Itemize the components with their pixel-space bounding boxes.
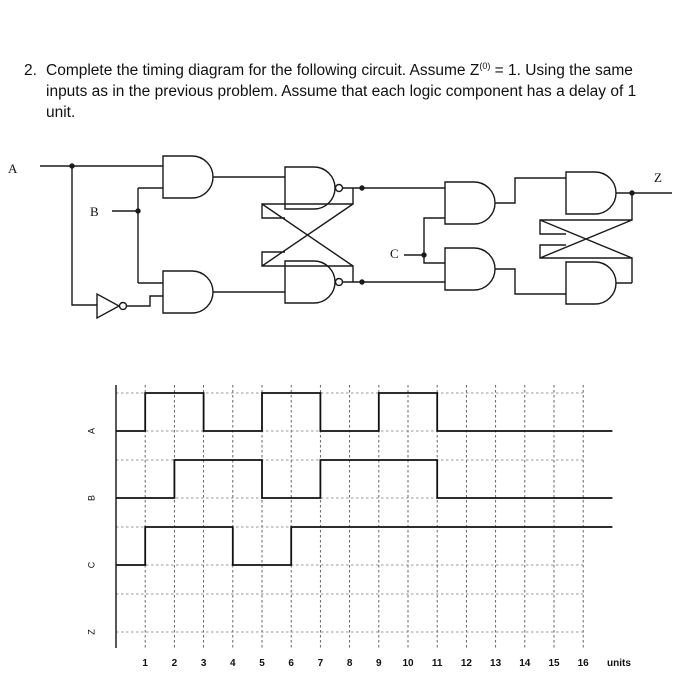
tick-label-13: 13 [490, 658, 502, 669]
signal-labels [86, 428, 96, 635]
junction-z [630, 191, 634, 195]
feedback-latch-1 [262, 188, 362, 282]
units-label: units [607, 658, 631, 669]
tick-label-2: 2 [171, 658, 178, 669]
tick-label-15: 15 [548, 658, 560, 669]
tick-label-7: 7 [317, 658, 324, 669]
and-gate-1 [163, 156, 213, 198]
and-gate-6 [445, 248, 495, 290]
signal-label-b: B [86, 494, 97, 502]
tick-label-6: 6 [288, 658, 294, 669]
output-label-z: Z [654, 170, 662, 185]
wire-not-out [127, 296, 163, 306]
not-gate [97, 294, 119, 318]
problem-number: 2. [24, 62, 37, 79]
problem-text-part-2: = 1. Using the same inputs as in the previous problem. Assume that each logic component has a delay of 1 unit. [46, 62, 637, 121]
junction-c [422, 253, 426, 257]
nand-gate-3-bubble [336, 185, 343, 192]
not-gate-bubble [120, 303, 127, 310]
waveform-a [116, 393, 612, 431]
junction-a [70, 164, 74, 168]
waveform-c [116, 527, 612, 565]
and-gate-7 [566, 172, 616, 214]
waveform-b [116, 460, 612, 498]
and-gate-2 [163, 271, 213, 313]
wire-g5-out [495, 178, 566, 203]
tick-label-3: 3 [200, 658, 207, 669]
tick-label-10: 10 [402, 658, 414, 669]
nand-gate-4 [285, 261, 335, 303]
timing-diagram [86, 385, 631, 669]
signal-label-z: Z [86, 629, 97, 635]
input-label-b: B [90, 204, 99, 219]
tick-label-12: 12 [460, 658, 472, 669]
input-label-c: C [390, 246, 399, 261]
and-gate-5 [445, 182, 495, 224]
tick-label-1: 1 [142, 658, 148, 669]
signal-label-a: A [86, 427, 97, 435]
and-gate-8 [566, 262, 616, 304]
tick-label-11: 11 [431, 658, 443, 669]
wire-latch1-out [362, 188, 445, 282]
timing-grid [116, 385, 583, 648]
wire-b [112, 188, 163, 283]
feedback-latch-2 [540, 193, 672, 283]
signal-label-c: C [86, 561, 97, 569]
tick-label-14: 14 [519, 658, 531, 669]
input-label-a: A [8, 161, 18, 176]
nand-gate-4-bubble [336, 279, 343, 286]
problem-superscript: (0) [479, 60, 491, 71]
tick-label-4: 4 [230, 658, 236, 669]
tick-label-16: 16 [577, 658, 589, 669]
tick-label-8: 8 [346, 658, 353, 669]
wire-g6-out [495, 269, 566, 294]
wire-a [40, 166, 163, 305]
tick-labels [142, 658, 589, 669]
signal-waveforms [116, 393, 612, 565]
tick-label-5: 5 [259, 658, 265, 669]
tick-label-9: 9 [376, 658, 382, 669]
nand-gate-3 [285, 167, 335, 209]
junction-b [136, 209, 140, 213]
problem-text-part-1: Complete the timing diagram for the following circuit. Assume Z [46, 62, 480, 79]
circuit-diagram [8, 156, 672, 318]
